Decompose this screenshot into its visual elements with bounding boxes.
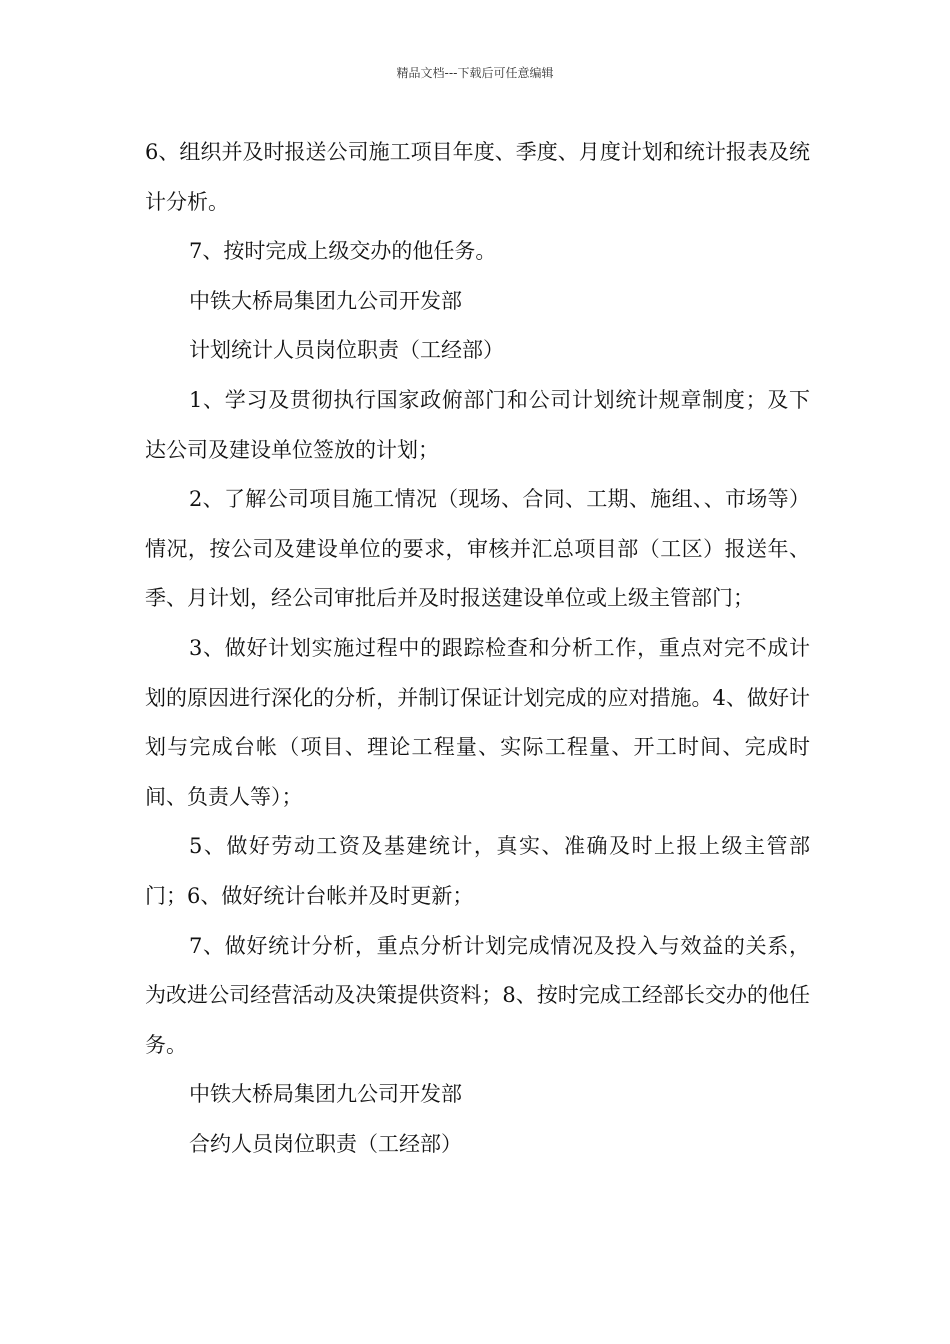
paragraph-duty-1: 1、学习及贯彻执行国家政俯部门和公司计划统计规章制度；及下达公司及建设单位签放的计划； xyxy=(145,387,810,462)
document-body xyxy=(145,128,810,1169)
paragraph-item-6-report: 6、组织并及时报送公司施工项目年度、季度、月度计划和统计报表及统计分析。 xyxy=(145,140,810,214)
paragraph-duty-2: 2、了解公司项目施工情况（现场、合同、工期、施组、、市场等）情况，按公司及建设单位的要求，审核并汇总项目部（工区）报送年、季、月计划，经公司审批后并及时报送建设单位或上级主管部门； xyxy=(145,487,810,611)
paragraph-duty-3-4: 3、做好计划实施过程中的跟踪检查和分析工作，重点对完不成计划的原因进行深化的分析，并制订保证计划完成的应对措施。4、做好计划与完成台帐（项目、理论工程量、实际工程量、开工时间、完成时间、负责人等）； xyxy=(145,635,810,809)
page-header: 精品文档---下载后可任意编辑 xyxy=(396,66,554,80)
department-signature: 中铁大桥局集团九公司开发部 xyxy=(189,288,462,313)
paragraph-duty-5-6: 5、做好劳动工资及基建统计，真实、准确及时上报上级主管部门；6、做好统计台帐并及时更新； xyxy=(145,834,810,908)
paragraph-item-7-task: 7、按时完成上级交办的他任务。 xyxy=(189,239,497,264)
paragraph-duty-7-8: 7、做好统计分析，重点分析计划完成情况及投入与效益的关系，为改进公司经营活动及决策提供资料；8、按时完成工经部长交办的他任务。 xyxy=(145,933,810,1057)
section-heading-planning-statistics: 计划统计人员岗位职责（工经部） xyxy=(189,338,504,363)
section-heading-contract: 合约人员岗位职责（工经部） xyxy=(189,1131,462,1156)
department-signature-2: 中铁大桥局集团九公司开发部 xyxy=(189,1082,462,1107)
